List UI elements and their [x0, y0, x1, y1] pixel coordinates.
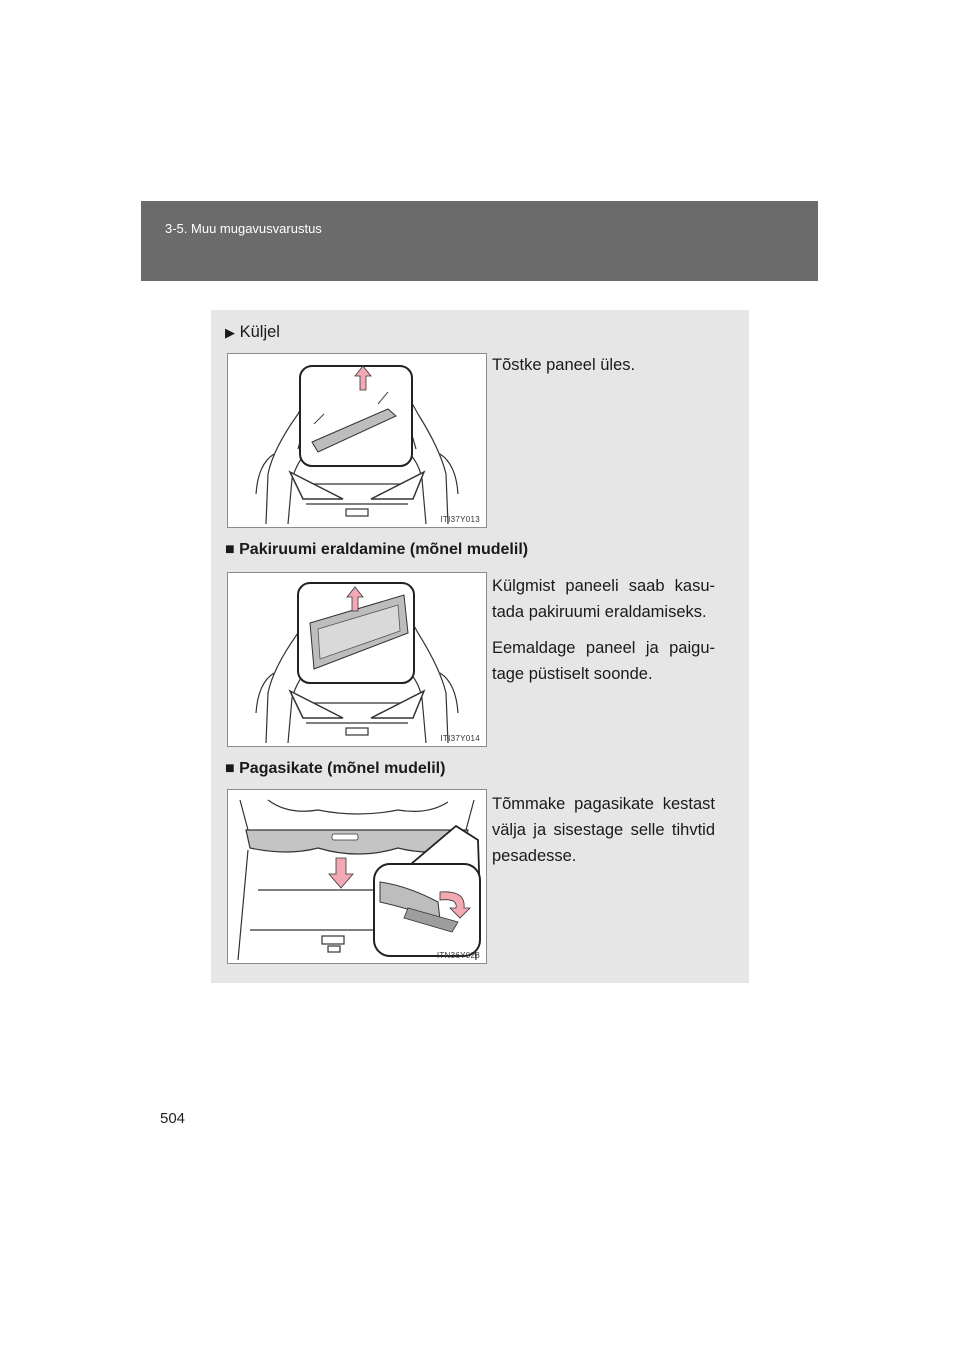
- square-bullet-icon: ■: [225, 541, 235, 558]
- side-subheading: [225, 323, 280, 342]
- figure-code: ITI37Y013: [440, 515, 480, 524]
- figure-code: ITI37Y014: [440, 734, 480, 743]
- tonneau-line2: välja ja sisestage selle tihvtid: [492, 821, 715, 839]
- figure-code: ITN36Y028: [436, 951, 480, 960]
- cargo-divider-illustration: [228, 573, 486, 746]
- side-label: Küljel: [239, 323, 280, 341]
- tonneau-cover-illustration: [228, 790, 486, 963]
- figure-tonneau-cover: [227, 789, 487, 964]
- divider-heading: [225, 541, 528, 559]
- figure-side-panel: [227, 353, 487, 528]
- header-band: [141, 201, 818, 281]
- triangle-bullet-icon: ▶: [225, 325, 235, 340]
- tonneau-title: Pagasikate (mõnel mudelil): [239, 760, 446, 777]
- tonneau-heading: [225, 760, 445, 778]
- divider-title: Pakiruumi eraldamine (mõnel mudelil): [239, 541, 529, 558]
- square-bullet-icon: ■: [225, 760, 235, 777]
- side-instruction: Tõstke paneel üles.: [492, 356, 636, 374]
- divider-para2-line1: Eemaldage paneel ja paigu-: [492, 639, 715, 657]
- figure-divider-panel: [227, 572, 487, 747]
- divider-para1-line1: Külgmist paneeli saab kasu-: [492, 577, 715, 595]
- divider-para2-line2: tage püstiselt soonde.: [492, 665, 653, 683]
- tonneau-line1: Tõmmake pagasikate kestast: [492, 795, 715, 813]
- breadcrumb: 3-5. Muu mugavusvarustus: [165, 221, 322, 236]
- content-box: [211, 310, 749, 983]
- cargo-side-illustration: [228, 354, 486, 527]
- divider-para1-line2: tada pakiruumi eraldamiseks.: [492, 603, 707, 621]
- page-number: 504: [160, 1110, 186, 1127]
- tonneau-line3: pesadesse.: [492, 847, 577, 865]
